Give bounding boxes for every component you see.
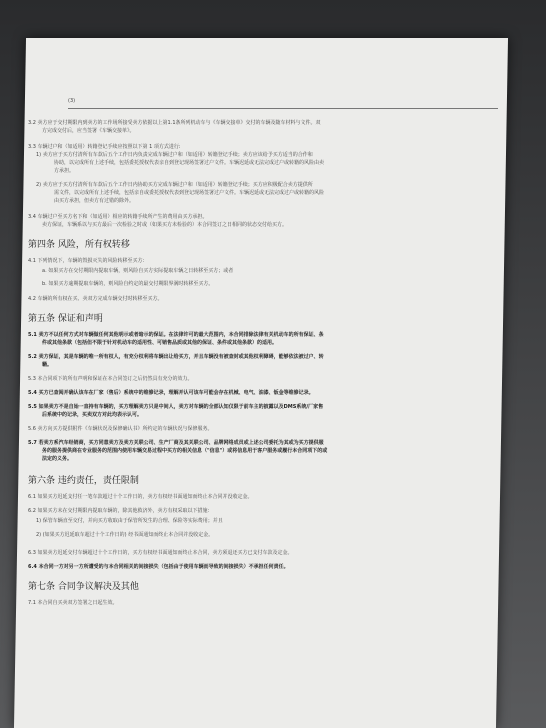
clause-3-3-1-cont: 协助，以完成所有上述手续，包括委托授权代表亲自到登记现场签署过户文件。车辆迟延或无法完成过户或转籍的风险由卖 [54,160,325,166]
clause-5-1-cont: 件或其他条款（包括但不限于针对机动车的适用性、可销售品质或其他的保证、条件或其他条款）的适用。 [42,340,278,346]
clause-6-2-2: 2) (如果买方迟延取车超过十个工作日的) 经书面通知而终止本合同并没收定金。 [36,532,214,538]
clause-6-4: 6.4 本合同一方对另一方所遭受的与本合同相关的间接损失（包括由于使用车辆而导致的间接损失）不承担任何责任。 [28,564,289,570]
clause-5-5-cont: 后系统中的记录，买卖双方对此均表示认可。 [42,412,143,418]
clause-4-1-a: a. 如果买方在交付期限内提取车辆，则风险自买方实际提取车辆之日转移至买方；或者 [42,268,234,274]
clause-5-4: 5.4 买方已查阅并确认该车在厂家（售后）系统中的维修记录，理解并认可该车可能会存在机械、电气、油漆、钣金等维修记录。 [28,390,314,396]
clause-3-3: 3.3 车辆过户和（如适用）转籍登记手续应按照以下第 1 项方式进行: [28,144,181,150]
clause-3-4: 3.4 车辆过户至买方名下和（如适用）相应的转籍手续所产生的费用由买方承担。 [28,214,208,220]
clause-6-2-1: 1) 保管车辆直至交付，并向买方收取由于保管所发生的合理、保险等实际费用；并且 [36,518,223,524]
clause-5-3: 5.3 本合同项下的所有声明和保证在本合同签订之后仍然具有充分的效力。 [28,376,193,382]
clause-6-2: 6.2 如果买方未在交付期限内提取车辆的，除其他救济外，卖方有权采取以下措施： [28,508,213,514]
clause-3-3-1-end: 方承担。 [54,168,75,174]
clause-3-4-cont: 卖方保证，车辆系以与买方最后一次检验之时或（如果买方未检验的）本合同签订之日相同的状态交付给买方。 [42,222,288,228]
clause-5-2-cont: 籍。 [42,362,53,368]
paper-sheet [14,38,508,728]
item-3-label: (3) [68,98,76,104]
clause-5-7: 5.7 若卖方系汽车经销商，买方同意卖方及卖方关联公司、生产厂商及其关联公司、品牌网络成员或上述公司委托为其或为买方提供服 [28,440,324,446]
clause-5-7-cont: 务的服务提供商在专业服务的范围内使用车辆交易过程中买方的相关信息（"信息"）或将信息用于客户服务或履行本合同项下的或 [42,448,328,454]
clause-5-7-end: 法定的义务。 [42,456,73,462]
clause-3-3-2: 2) 卖方应于买方付清所有车款后五个工作日内协助买方完成车辆过户和（如适用）转籍登记手续；买方应积极配合卖方提供所 [36,182,313,188]
section-6-title: 第六条 违约责任，责任限制 [28,476,139,486]
blank-line [68,108,498,109]
clause-3-3-2-end: 由买方承担，但卖方有过错的除外。 [54,198,135,204]
clause-3-2-cont: 方完成交付后，应当签署《车辆交接单》。 [42,128,135,134]
section-7-title: 第七条 合同争议解决及其他 [28,582,139,592]
clause-6-3: 6.3 如果卖方迟延交付车辆超过十个工作日的，买方有权经书面通知而终止本合同，卖方须退还买方已支付车款及定金。 [28,550,293,556]
clause-5-2: 5.2 卖方保证，其是车辆的唯一所有权人，有充分权利将车辆出让给买方，并且车辆没有被查封或其他权利障碍，能够依法被过户、转 [28,354,324,360]
clause-3-2: 3.2 卖方应于交付期限内到卖方的工作场所接受卖方依据以上第1.1条所列机动车与《车辆交接单》交付的车辆及随车材料与文件。双 [28,120,321,126]
clause-3-3-2-cont: 需文件，以完成所有上述手续，包括亲自或委托授权代表到登记现场签署过户文件。车辆迟延或无法完成过户或转籍的风险 [54,190,325,196]
clause-5-6: 5.6 卖方向买方提供附件《车辆状况及保修确认书》所约定的车辆状况与保修服务。 [28,426,213,432]
clause-5-5: 5.5 如果卖方不是自始一直持有车辆的，买方理解卖方只是中间人，卖方对车辆的全部认知仅限于前车主的披露以及DMS系统/厂家售 [28,404,324,410]
clause-4-1: 4.1 下列情况下，车辆的毁损灭失的风险转移至买方： [28,258,148,264]
clause-6-1: 6.1 如果买方迟延支付任一笔车款超过十个工作日的，卖方有权经书面通知而终止本合同并没收定金。 [28,494,253,500]
clause-7-1: 7.1 本合同自买卖双方签署之日起生效。 [28,600,118,606]
clause-3-3-1: 1) 卖方应于买方付清所有车款后五个工作日内负责完成车辆过户和（如适用）转籍登记手续；卖方应该给予买方适当的合作和 [36,152,313,158]
clause-5-1: 5.1 卖方不以任何方式对车辆做任何其他明示或者暗示的保证。在法律许可的最大范围内，本合同排除法律有关机动车的所有保证、条 [28,332,324,338]
section-5-title: 第五条 保证和声明 [28,314,103,324]
clause-4-1-b: b. 如果买方逾期提取车辆的，则风险自约定的最交付期限界满时转移至买方。 [42,281,214,287]
section-4-title: 第四条 风险，所有权转移 [28,240,130,250]
clause-4-2: 4.2 车辆的所有权在买、卖双方完成车辆交付时转移至买方。 [28,296,163,302]
